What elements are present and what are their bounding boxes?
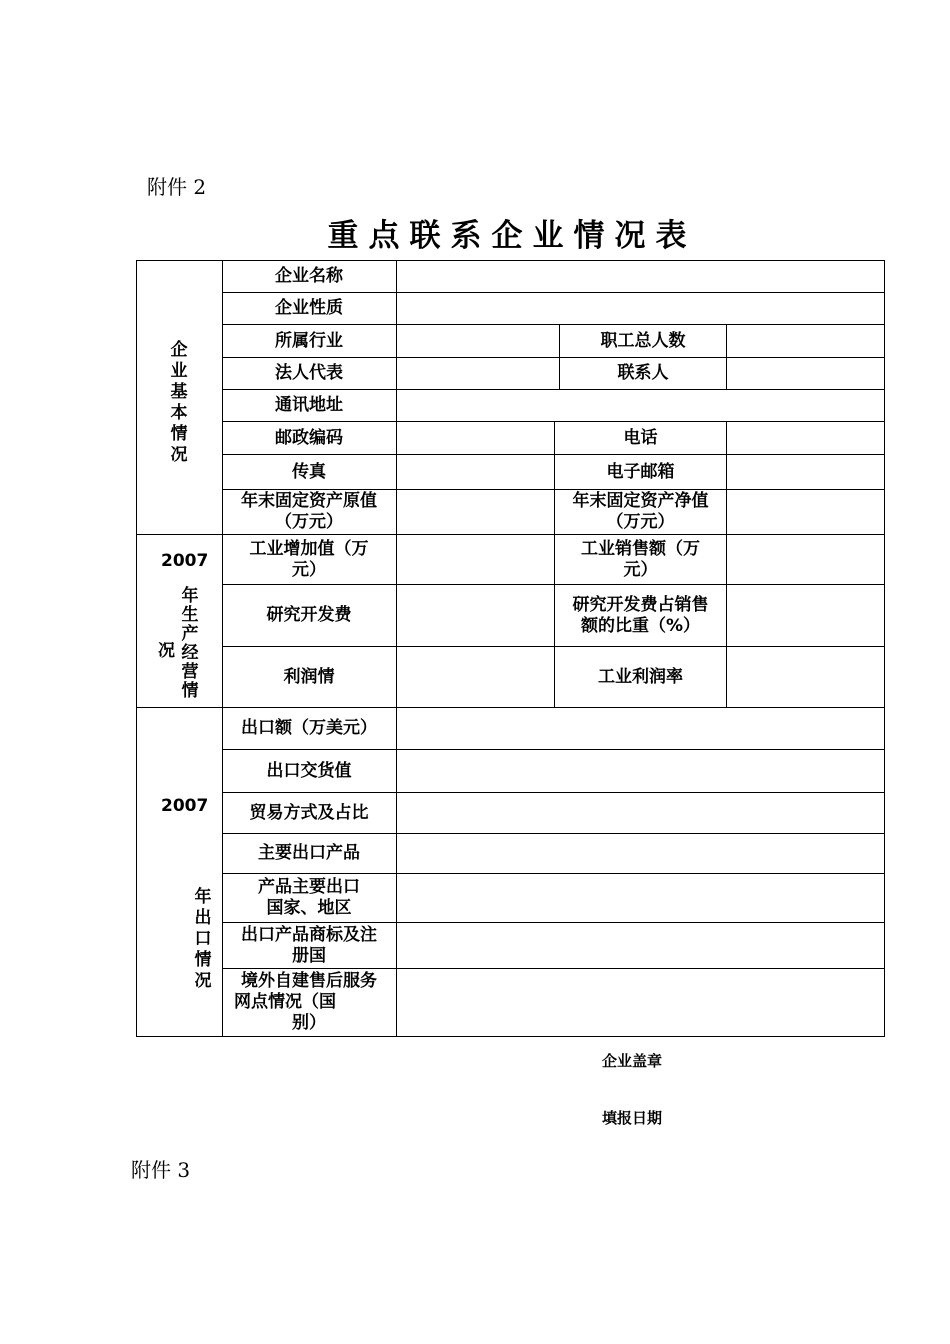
table-border-bottom <box>136 1036 885 1037</box>
label-address: 通讯地址 <box>275 395 343 415</box>
field-total-staff[interactable] <box>727 325 884 357</box>
field-asset-original[interactable] <box>397 490 554 534</box>
field-address[interactable] <box>397 390 884 421</box>
field-email[interactable] <box>727 455 884 489</box>
section-label-side-char: 况 <box>158 641 175 661</box>
field-phone[interactable] <box>727 422 884 454</box>
label-line: 元） <box>292 559 326 580</box>
label-char: 生 <box>181 605 199 625</box>
label-profit-rate: 工业利润率 <box>598 666 683 687</box>
label-contact-person: 联系人 <box>617 363 669 383</box>
field-rd-cost[interactable] <box>397 585 554 646</box>
label-industry: 所属行业 <box>275 330 343 351</box>
label-char: 年 <box>181 586 199 606</box>
date-label: 填报日期 <box>602 1109 663 1127</box>
field-enterprise-nature[interactable] <box>397 293 884 324</box>
label-char: 经 <box>181 643 199 663</box>
field-postcode[interactable] <box>397 422 554 454</box>
table-border-left <box>136 260 137 1037</box>
field-overseas-service[interactable] <box>397 969 884 1036</box>
label-overseas-service <box>222 969 396 1036</box>
section-label-export <box>193 887 213 992</box>
label-added-value <box>222 535 396 584</box>
seal-label: 企业盖章 <box>602 1052 663 1070</box>
field-enterprise-name[interactable] <box>397 261 884 292</box>
label-email: 电子邮箱 <box>606 461 675 482</box>
label-line: 年末固定资产原值 <box>241 491 377 511</box>
label-char: 企 <box>170 340 188 360</box>
label-line: 别） <box>292 1013 326 1033</box>
label-char: 营 <box>181 662 199 682</box>
label-asset-net <box>555 490 726 534</box>
label-char: 口 <box>194 929 212 949</box>
label-line: 年末固定资产净值 <box>572 491 709 511</box>
label-line: 额的比重（%） <box>580 615 701 636</box>
label-rd-cost: 研究开发费 <box>266 605 352 625</box>
label-main-products: 主要出口产品 <box>258 843 360 863</box>
field-export-delivery[interactable] <box>397 750 884 792</box>
section-label-year-2007: 2007 <box>161 551 209 571</box>
section-label-production <box>180 587 200 701</box>
label-line: 产品主要出口 <box>258 877 360 897</box>
field-main-products[interactable] <box>397 834 884 873</box>
section-label-basic-info <box>169 340 189 466</box>
label-char: 业 <box>170 361 188 381</box>
label-trademark <box>222 923 396 968</box>
label-line: 工业销售额（万 <box>581 538 700 559</box>
label-line: 境外自建售后服务 <box>241 971 377 991</box>
field-fax[interactable] <box>397 455 554 489</box>
field-sales[interactable] <box>727 535 884 584</box>
section-label-year-2007: 2007 <box>161 796 209 816</box>
label-char: 基 <box>170 382 188 402</box>
label-line: 出口产品商标及注 <box>241 924 377 945</box>
label-line: 元） <box>623 559 658 580</box>
field-profit-rate[interactable] <box>727 647 884 707</box>
label-export-delivery: 出口交货值 <box>266 760 352 781</box>
field-export-countries[interactable] <box>397 874 884 922</box>
label-line: 研究开发费占销售 <box>572 594 709 615</box>
label-legal-rep: 法人代表 <box>275 363 343 383</box>
label-char: 情 <box>170 424 188 444</box>
label-export-amount: 出口额（万美元） <box>241 718 377 738</box>
field-trademark[interactable] <box>397 923 884 968</box>
field-added-value[interactable] <box>397 535 554 584</box>
field-asset-net[interactable] <box>727 490 884 534</box>
page-title: 重点联系企业情况表 <box>327 218 697 254</box>
label-line: 册国 <box>292 945 326 966</box>
label-total-staff: 职工总人数 <box>600 330 686 351</box>
label-char: 产 <box>181 624 199 644</box>
label-trade-mode: 贸易方式及占比 <box>249 802 369 823</box>
label-rd-ratio <box>555 585 726 646</box>
label-export-countries <box>222 874 396 922</box>
field-profit[interactable] <box>397 647 554 707</box>
label-char: 出 <box>194 908 212 928</box>
label-line: （万元） <box>275 512 343 532</box>
label-char: 情 <box>194 950 212 970</box>
label-char: 情 <box>181 681 199 701</box>
label-line: 国家、地区 <box>266 898 352 918</box>
label-char: 本 <box>170 403 188 423</box>
field-rd-ratio[interactable] <box>727 585 884 646</box>
label-asset-original <box>222 490 396 534</box>
label-profit: 利润情 <box>283 666 335 687</box>
label-char: 况 <box>170 445 188 465</box>
field-contact-person[interactable] <box>727 358 884 389</box>
field-export-amount[interactable] <box>397 708 884 749</box>
field-legal-rep[interactable] <box>397 358 559 389</box>
label-postcode: 邮政编码 <box>275 427 343 448</box>
label-char: 况 <box>194 971 212 991</box>
label-sales <box>555 535 726 584</box>
label-fax: 传真 <box>292 461 326 482</box>
label-enterprise-nature: 企业性质 <box>275 298 343 318</box>
label-enterprise-name: 企业名称 <box>275 266 343 286</box>
table-border-right <box>884 260 885 1037</box>
label-line: （万元） <box>606 512 675 532</box>
label-char: 年 <box>194 887 212 907</box>
attachment-label-top: 附件 2 <box>147 175 207 199</box>
label-line: 工业增加值（万 <box>249 538 369 559</box>
attachment-label-bottom: 附件 3 <box>131 1158 191 1182</box>
field-trade-mode[interactable] <box>397 793 884 833</box>
field-industry[interactable] <box>397 325 559 357</box>
label-phone: 电话 <box>623 427 658 448</box>
label-line: 网点情况（国 <box>234 992 336 1012</box>
